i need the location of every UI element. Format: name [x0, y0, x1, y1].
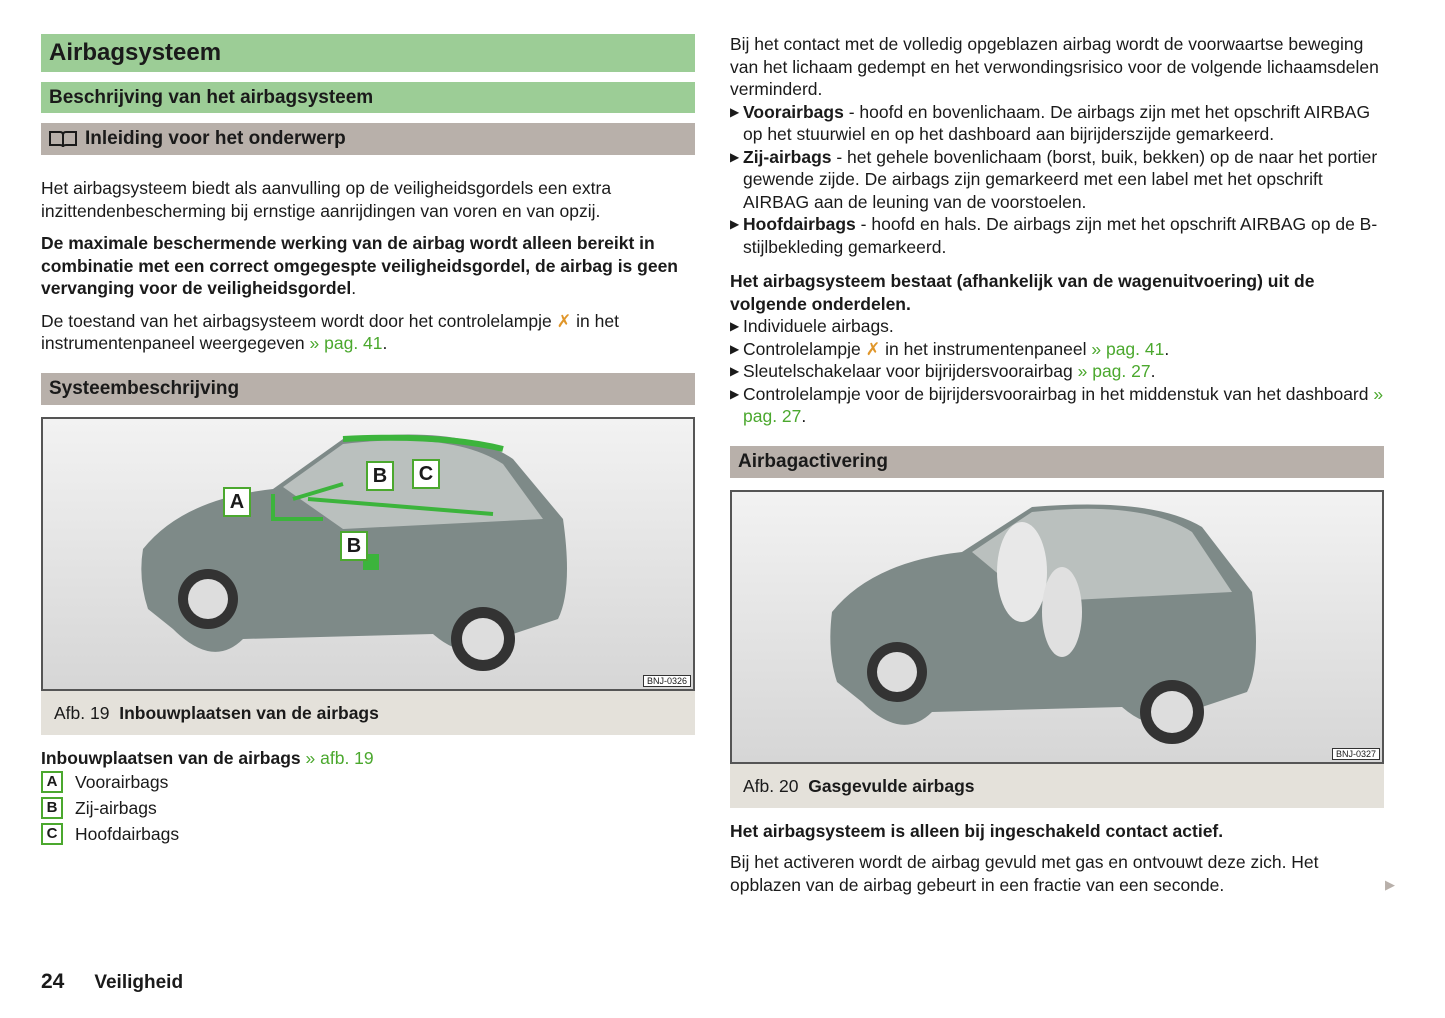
car-inflated-airbags-image [732, 492, 1382, 762]
label-b2: B [340, 531, 368, 561]
system-heading: Systeembeschrijving [41, 373, 695, 405]
continue-arrow-icon: ▶ [1385, 877, 1395, 892]
components-bullets [730, 315, 1384, 428]
chapter-title: Airbagsysteem [41, 34, 695, 72]
bullet-item: ▶ Individuele airbags. [730, 316, 894, 336]
book-icon [49, 130, 77, 148]
airbag-type-bullets [730, 101, 1384, 259]
activation-heading: Airbagactivering [730, 446, 1384, 478]
activation-note: Het airbagsysteem is alleen bij ingeschakeld contact actief. [730, 820, 1224, 841]
bullet-item: ▶ Hoofdairbags - hoofd en hals. De airbags zijn met het opschrift AIRBAG op de B-stijlbekleding gemarkeerd. [730, 214, 1378, 257]
status-paragraph: De toestand van het airbagsysteem wordt door het controlelampje ✗ in het instrumentenpaneel weergegeven » pag. 41. [41, 310, 619, 353]
label-c: C [412, 459, 440, 489]
label-a: A [223, 487, 251, 517]
car-airbag-locations-image [43, 419, 693, 689]
page-link[interactable]: » pag. 27 [743, 383, 1384, 426]
page-number: 24 [41, 970, 65, 993]
bullet-item: ▶ Zij-airbags - het gehele bovenlichaam (borst, buik, bekken) op de naar het portier gewende zijde. De airbags zijn gemarkeerd met een label met het opschrift AIRBAG aan de leuning van de voorstoelen. [730, 146, 1378, 212]
figure-link[interactable]: » afb. 19 [305, 747, 374, 768]
airbag-warning-light-icon: ✗ [556, 310, 572, 331]
airbag-warning-light-icon: ✗ [865, 338, 881, 359]
figure-code: BNJ-0326 [643, 675, 691, 687]
section-title: Beschrijving van het airbagsysteem [41, 82, 695, 113]
bullet-item: ▶ Voorairbags - hoofd en bovenlichaam. De airbags zijn met het opschrift AIRBAG op het stuurwiel en op het dashboard aan bijrijderszijde gemarkeerd. [730, 101, 1371, 144]
section-name: Veiligheid [94, 972, 184, 993]
page-link[interactable]: » pag. 41 [309, 333, 383, 353]
page-link[interactable]: » pag. 41 [1091, 338, 1165, 359]
list-heading: Inbouwplaatsen van de airbags » afb. 19 [41, 747, 374, 768]
airbag-list [41, 769, 695, 847]
bullet-item: ▶ Controlelampje voor de bijrijdersvoorairbag in het middenstuk van het dashboard » pag. 27. [730, 383, 1384, 426]
page-footer [41, 970, 183, 994]
list-item: A Voorairbags [41, 769, 695, 795]
figure-19 [41, 417, 695, 691]
components-heading: Het airbagsysteem bestaat (afhankelijk van de wagenuitvoering) uit de volgende onderdelen. [730, 271, 1315, 314]
intro-heading: Inleiding voor het onderwerp [41, 123, 695, 155]
protection-paragraph: Bij het contact met de volledig opgeblazen airbag wordt de voorwaartse beweging van het lichaam gedempt en het verwondingsrisico voor de volgende lichaamsdelen verminderd. [730, 34, 1379, 99]
figure-20 [730, 490, 1384, 764]
figure-caption: Afb. 19 Inbouwplaatsen van de airbags [41, 691, 695, 735]
intro-paragraph: Het airbagsysteem biedt als aanvulling op de veiligheidsgordels een extra inzittendenbescherming bij ernstige aanrijdingen van voren en van opzij. [41, 178, 612, 221]
right-column [730, 33, 1384, 896]
bullet-item: ▶ Controlelampje ✗ in het instrumentenpaneel » pag. 41. [730, 338, 1170, 359]
label-b: B [366, 461, 394, 491]
list-item: B Zij-airbags [41, 795, 695, 821]
bullet-item: ▶ Sleutelschakelaar voor bijrijdersvoorairbag » pag. 27. [730, 361, 1156, 381]
figure-code: BNJ-0327 [1332, 748, 1380, 760]
figure-caption: Afb. 20 Gasgevulde airbags [730, 764, 1384, 808]
warning-paragraph: De maximale beschermende werking van de airbag wordt alleen bereikt in combinatie met een correct omgegespte veiligheidsgordel, de airbag is geen vervanging voor de veiligheidsgordel. [41, 233, 678, 298]
list-item: C Hoofdairbags [41, 821, 695, 847]
left-column [41, 34, 695, 847]
activation-paragraph: Bij het activeren wordt de airbag gevuld met gas en ontvouwt deze zich. Het opblazen van de airbag gebeurt in een fractie van een seconde. [730, 852, 1319, 895]
page-link[interactable]: » pag. 27 [1077, 361, 1151, 381]
